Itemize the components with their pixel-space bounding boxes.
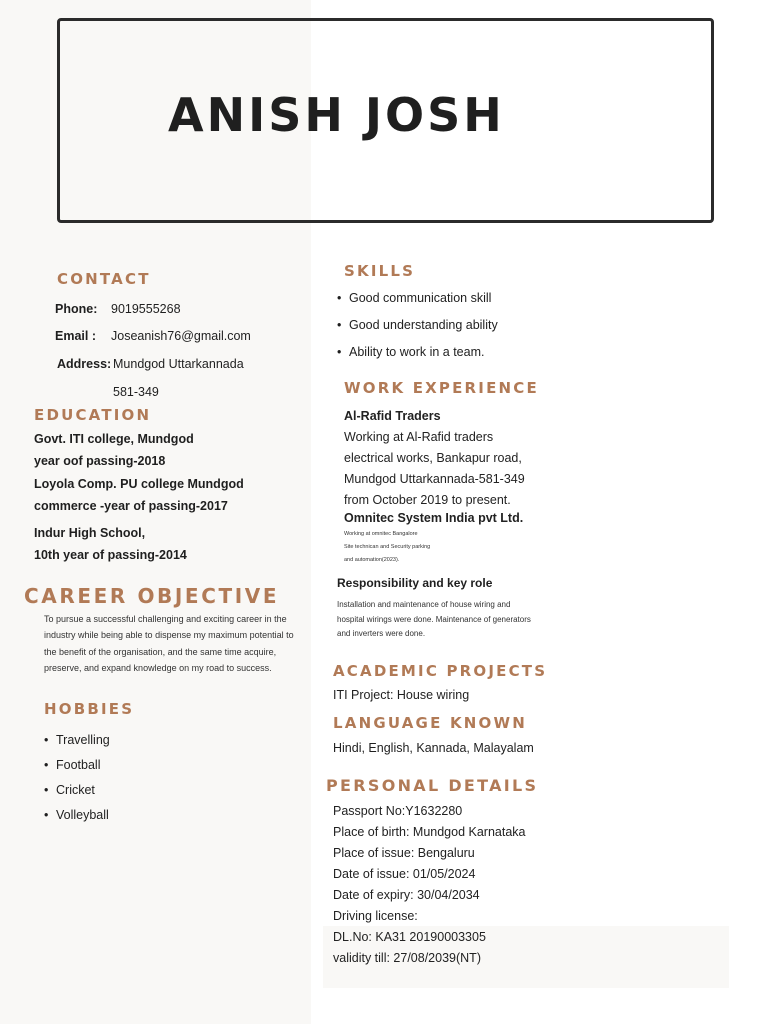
phone-label: Phone: [55, 302, 98, 316]
personal-detail-line: Driving license: [333, 909, 418, 923]
work-detail-line: Site technican and Security parking [344, 544, 431, 550]
personal-detail-line: Place of birth: Mundgod Karnataka [333, 825, 526, 839]
skill-item: • Good understanding ability [337, 317, 498, 344]
work-detail-line: Working at Al-Rafid traders [344, 430, 494, 444]
address-line-1: Mundgod Uttarkannada [113, 357, 244, 371]
address-label: Address: [57, 357, 112, 371]
personal-detail-line: Date of expiry: 30/04/2034 [333, 888, 480, 902]
responsibility-heading: Responsibility and key role [337, 576, 493, 590]
responsibility-text: Installation and maintenance of house wiring and hospital wirings were done. Maintenance of generators and inverters were done. [337, 600, 531, 638]
career-objective-text: To pursue a successful challenging and exciting career in the industry while being able to dispense my maximum potential to the benefit of the organisation, and the same time acquire, preserve, and expand knowledge on my road to success. [44, 614, 294, 673]
personal-details-heading: PERSONAL DETAILS [326, 776, 539, 795]
education-entry [34, 428, 194, 472]
personal-detail-line: Passport No:Y1632280 [333, 804, 463, 818]
personal-details-list [333, 801, 525, 969]
company-name: Al-Rafid Traders [344, 409, 441, 423]
hobby-item: • Travelling [44, 732, 110, 757]
career-objective-heading: CAREER OBJECTIVE [24, 584, 280, 608]
education-entry [34, 473, 244, 517]
work-experience-heading: WORK EXPERIENCE [344, 379, 539, 397]
contact-heading: CONTACT [57, 270, 151, 288]
education-detail: year oof passing-2018 [34, 454, 166, 468]
education-detail: 10th year of passing-2014 [34, 548, 187, 562]
education-entry [34, 522, 187, 566]
academic-projects-heading: ACADEMIC PROJECTS [333, 662, 548, 680]
language-heading: LANGUAGE KNOWN [333, 714, 527, 732]
skill-item: • Good communication skill [337, 290, 498, 317]
skill-item: • Ability to work in a team. [337, 344, 498, 371]
hobby-item: • Football [44, 757, 110, 782]
skills-list [337, 290, 498, 371]
email-value: Joseanish76@gmail.com [111, 329, 251, 343]
skills-heading: SKILLS [344, 262, 416, 280]
work-detail-line: and automation(2023). [344, 557, 400, 563]
education-institution: Govt. ITI college, Mundgod [34, 432, 194, 446]
academic-project-text: ITI Project: House wiring [333, 688, 470, 702]
work-detail-line: Mundgod Uttarkannada-581-349 [344, 472, 525, 486]
email-label: Email : [55, 329, 96, 343]
personal-detail-line: Place of issue: Bengaluru [333, 846, 475, 860]
education-detail: commerce -year of passing-2017 [34, 499, 228, 513]
phone-value: 9019555268 [111, 302, 181, 316]
language-text: Hindi, English, Kannada, Malayalam [333, 741, 534, 755]
work-entry-omnitec [344, 528, 430, 567]
address-line-2: 581-349 [113, 385, 159, 399]
company-name: Omnitec System India pvt Ltd. [344, 511, 524, 525]
work-detail-line: electrical works, Bankapur road, [344, 451, 522, 465]
candidate-name: ANISH JOSH [168, 88, 505, 142]
hobbies-heading: HOBBIES [44, 700, 135, 718]
education-institution: Loyola Comp. PU college Mundgod [34, 477, 244, 491]
personal-detail-line: validity till: 27/08/2039(NT) [333, 951, 481, 965]
work-detail-line: from October 2019 to present. [344, 493, 511, 507]
education-institution: Indur High School, [34, 526, 146, 540]
work-entry-al-rafid [344, 406, 525, 511]
hobby-item: • Volleyball [44, 807, 110, 832]
education-heading: EDUCATION [34, 406, 152, 424]
hobbies-list [44, 732, 110, 832]
personal-detail-line: Date of issue: 01/05/2024 [333, 867, 476, 881]
personal-detail-line: DL.No: KA31 20190003305 [333, 930, 486, 944]
work-detail-line: Working at omnitec Bangalore [344, 531, 418, 537]
hobby-item: • Cricket [44, 782, 110, 807]
